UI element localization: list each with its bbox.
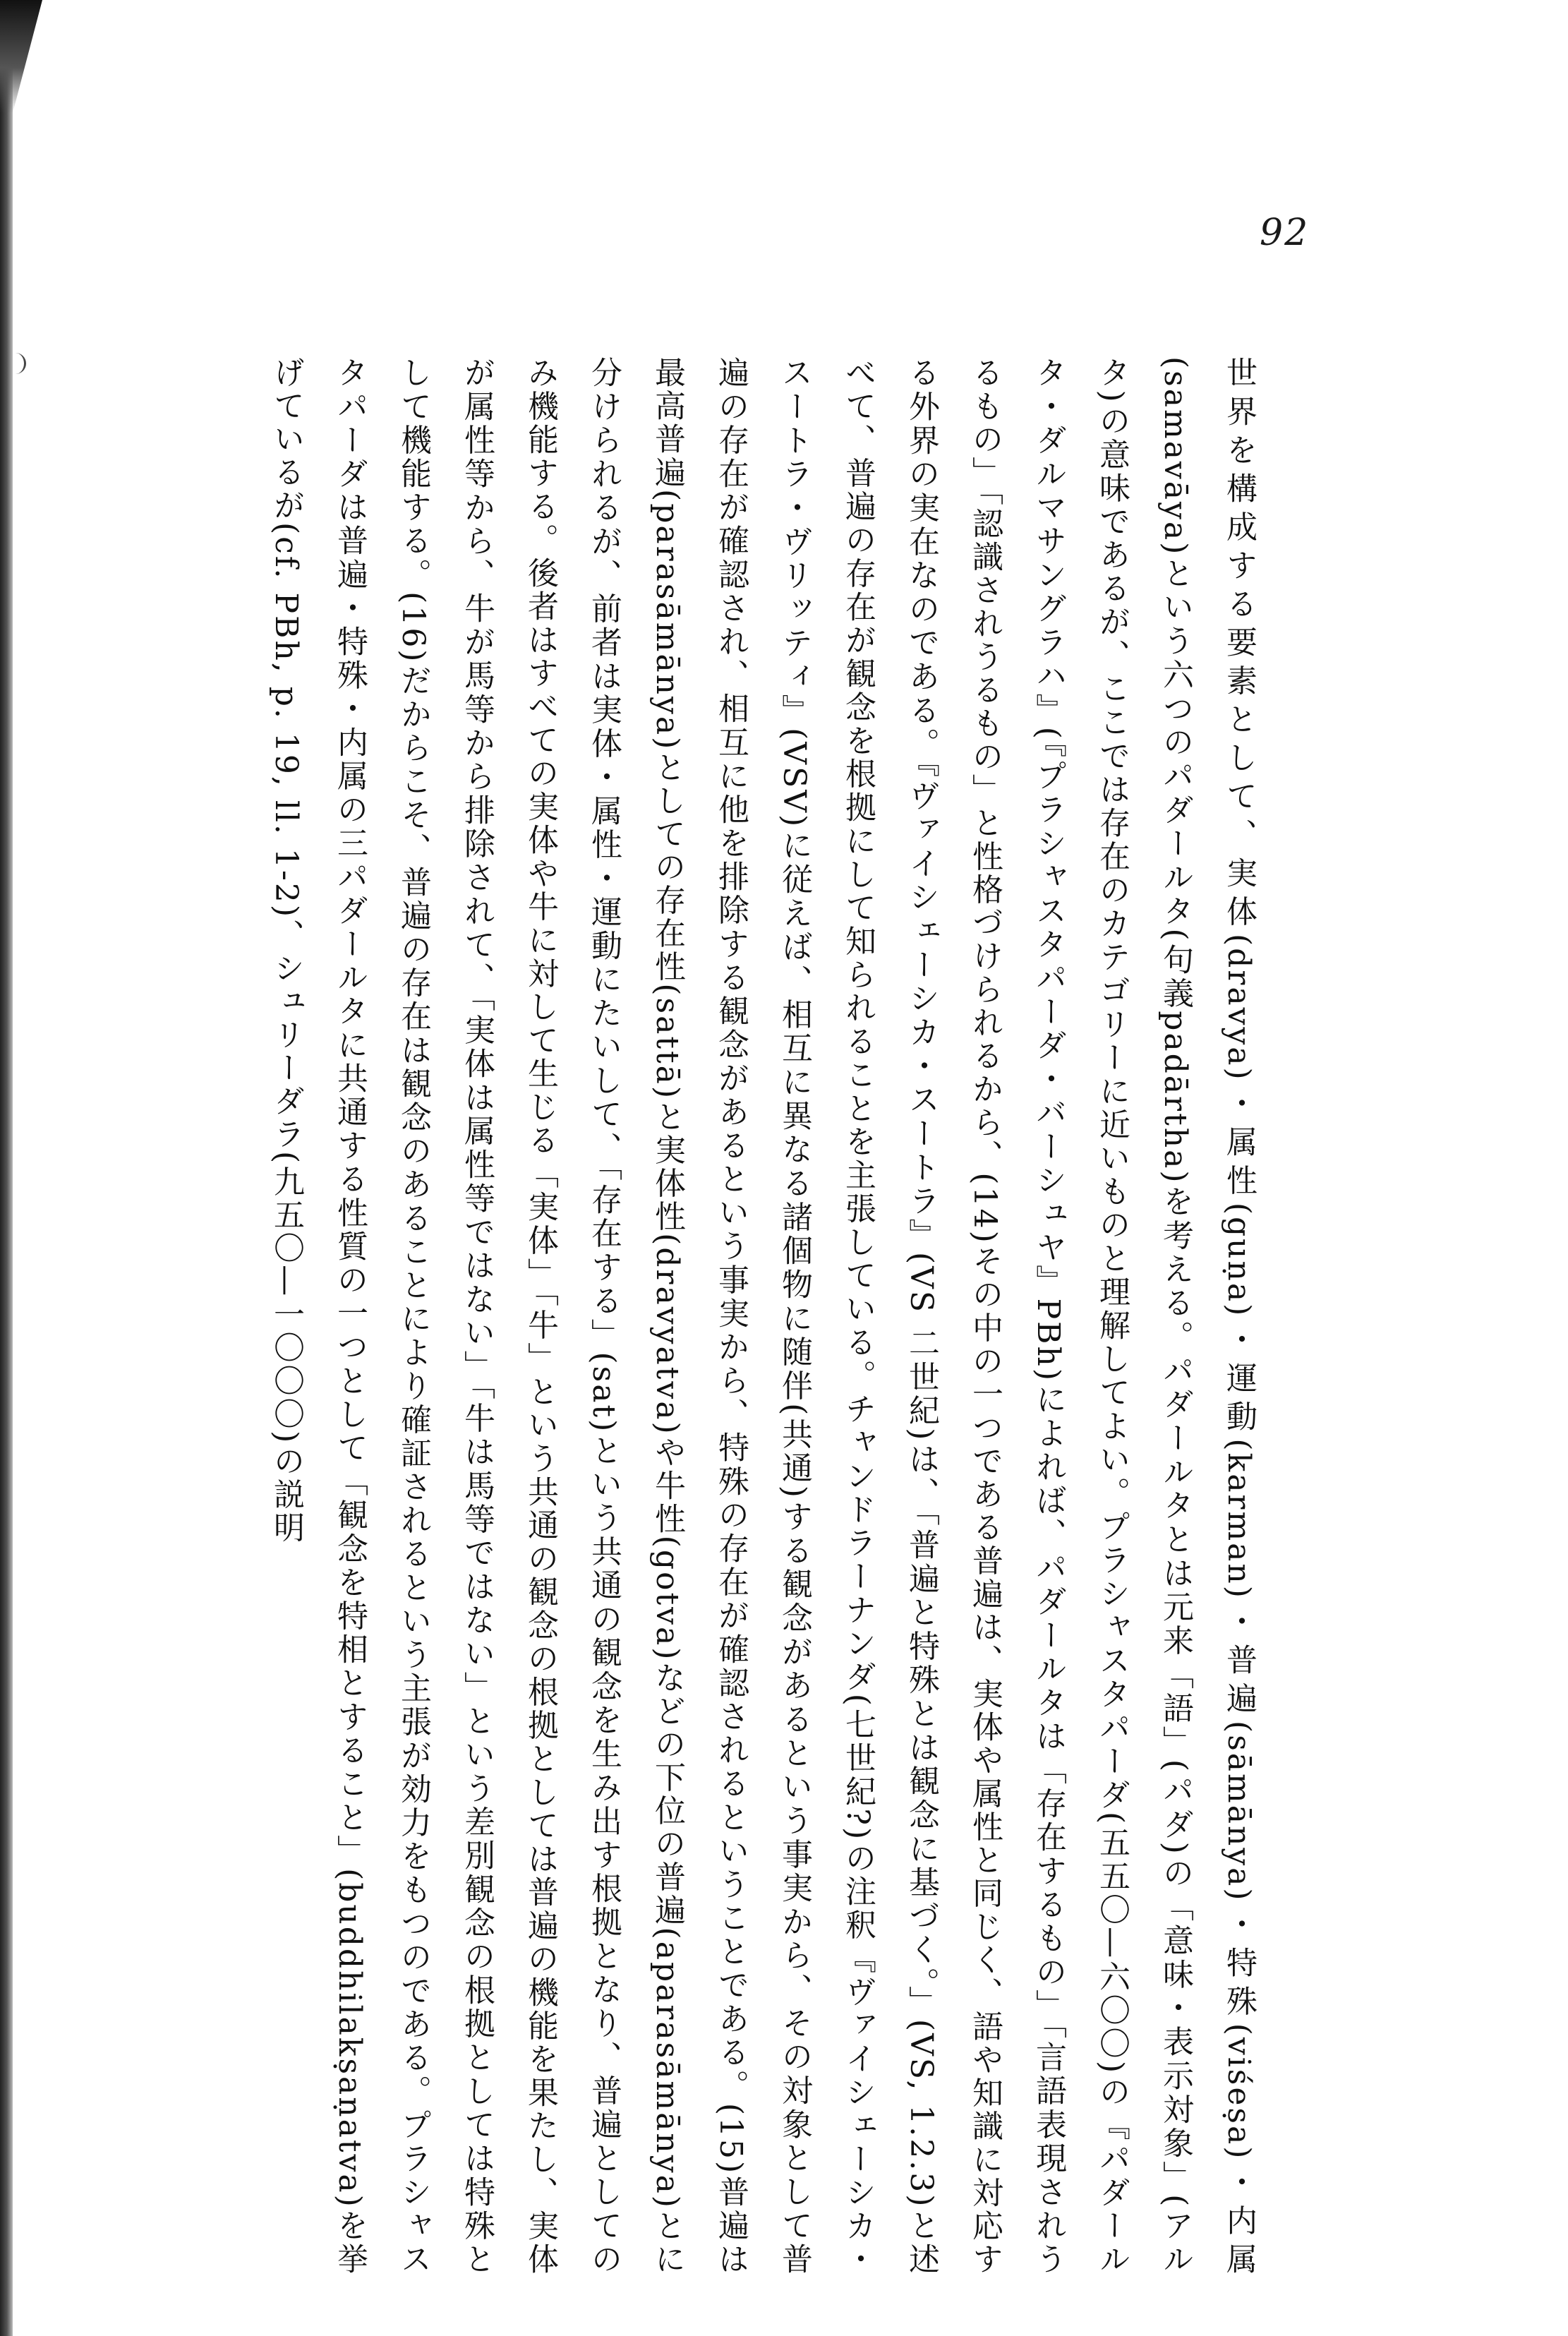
binding-shadow: [0, 0, 13, 2336]
body-text-block: [247, 356, 1270, 2276]
body-paragraph: 世界を構成する要素として、実体(dravya)・属性(guṇa)・運動(karman)・普遍(sāmānya)・特殊(viśeṣa)・内属(samavāya)という六つのパダールタ(句義padārtha)を考える。パダールタとは元来「語」(パダ)の「意味・表示対象」(アルタ)の意味であるが、ここでは存在のカテゴリーに近いものと理解してよい。プラシャスタパーダ(五五〇—六〇〇)の『パダールタ・ダルマサングラハ』(『プラシャスタパーダ・バーシュヤ』PBh)によれば、パダールタは「存在するもの」「言語表現されうるもの」「認識されうるもの」と性格づけられるから、(14)その中の一つである普遍は、実体や属性と同じく、語や知識に対応する外界の実在なのである。『ヴァイシェーシカ・スートラ』(VS 二世紀)は、「普遍と特殊とは観念に基づく。」(VS, 1.2.3)と述べて、普遍の存在が観念を根拠にして知られることを主張している。チャンドラーナンダ(七世紀?)の注釈『ヴァイシェーシカ・スートラ・ヴリッティ』(VSV)に従えば、相互に異なる諸個物に随伴(共通)する観念があるという事実から、その対象として普遍の存在が確認され、相互に他を排除する観念があるという事実から、特殊の存在が確認されるということである。(15)普遍は最高普遍(parasāmānya)としての存在性(sattā)と実体性(dravyatva)や牛性(gotva)などの下位の普遍(aparasāmānya)とに分けられるが、前者は実体・属性・運動にたいして、「存在する」(sat)という共通の観念を生み出す根拠となり、普遍としてのみ機能する。後者はすべての実体や牛に対して生じる「実体」「牛」という共通の観念の根拠としては普遍の機能を果たし、実体が属性等から、牛が馬等から排除されて、「実体は属性等ではない」「牛は馬等ではない」という差別観念の根拠としては特殊として機能する。(16)だからこそ、普遍の存在は観念のあることにより確証されるという主張が効力をもつのである。プラシャスタパーダは普遍・特殊・内属の三パダールタに共通する性質の一つとして「観念を特相とすること」(buddhilakṣaṇatva)を挙げているが(cf. PBh, p. 19, ll. 1-2)、シュリーダラ(九五〇—一〇〇〇)の説明: [268, 356, 1257, 2276]
margin-mark: [8, 353, 26, 374]
page-number: 92: [1260, 212, 1310, 254]
binding-edge: [0, 0, 42, 113]
